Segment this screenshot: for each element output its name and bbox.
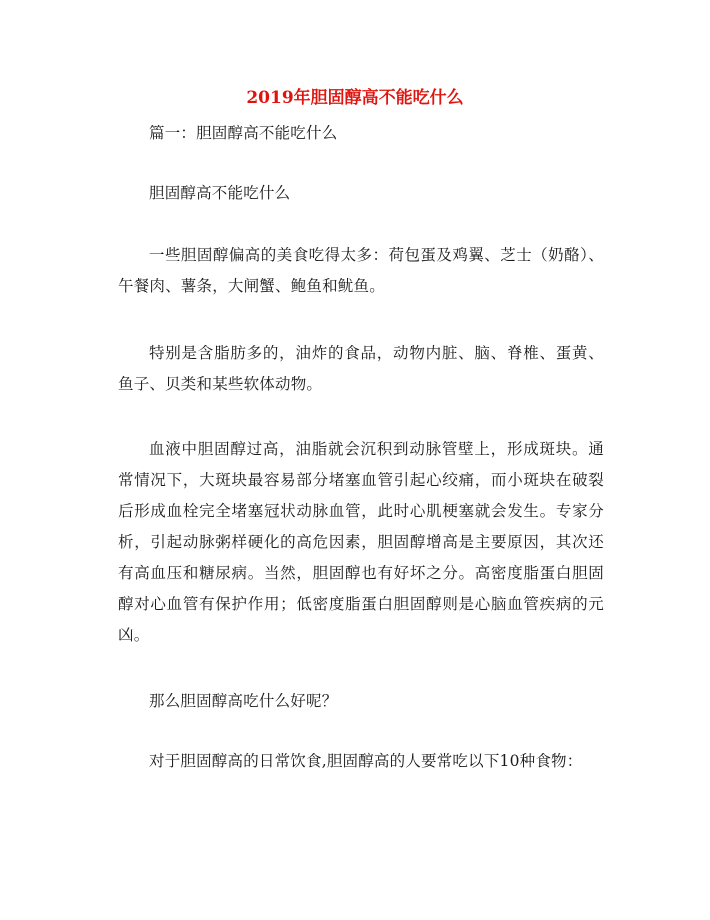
document-title: 2019年胆固醇高不能吃什么 xyxy=(246,88,464,108)
subheading: 胆固醇高不能吃什么 xyxy=(149,184,291,202)
paragraph-foods-list: 一些胆固醇偏高的美食吃得太多：荷包蛋及鸡翼、芝士（奶酪）、午餐肉、薯条，大闸蟹、鲍鱼和鱿鱼。 xyxy=(118,246,604,295)
paragraph-question: 那么胆固醇高吃什么好呢？ xyxy=(149,692,338,710)
section-heading: 篇一：胆固醇高不能吃什么 xyxy=(149,124,338,142)
paragraph-fatty-foods: 特别是含脂肪多的，油炸的食品，动物内脏、脑、脊椎、蛋黄、鱼子、贝类和某些软体动物。 xyxy=(118,344,604,393)
paragraph-explanation: 血液中胆固醇过高，油脂就会沉积到动脉管壁上，形成斑块。通常情况下，大斑块最容易部分堵塞血管引起心绞痛，而小斑块在破裂后形成血栓完全堵塞冠状动脉血管，此时心肌梗塞就会发生。专家分析，引起动脉粥样硬化的高危因素，胆固醇增高是主要原因，其次还有高血压和糖尿病。当然，胆固醇也有好坏之分。高密度脂蛋白胆固醇对心血管有保护作用；低密度脂蛋白胆固醇则是心脑血管疾病的元凶。 xyxy=(118,440,604,644)
paragraph-recommendation: 对于胆固醇高的日常饮食,胆固醇高的人要常吃以下10种食物： xyxy=(149,752,583,770)
